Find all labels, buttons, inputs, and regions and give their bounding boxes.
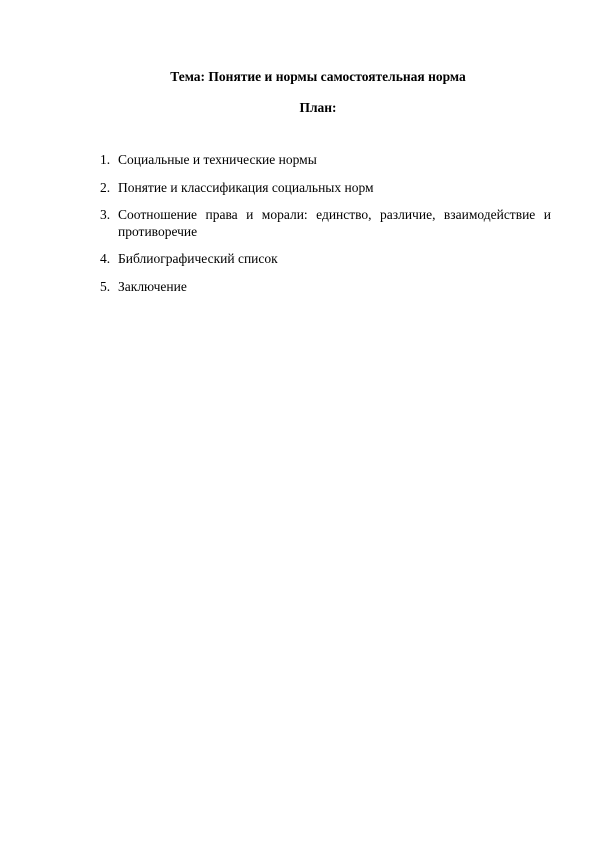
plan-item-number: 5. xyxy=(100,278,111,294)
document-title: Тема: Понятие и нормы самостоятельная норма xyxy=(170,69,466,84)
plan-item-5 xyxy=(100,279,551,296)
plan-item-1 xyxy=(100,152,551,169)
plan-item-text: Библиографический список xyxy=(118,251,278,266)
plan-item-2 xyxy=(100,180,551,197)
plan-item-3 xyxy=(100,207,551,240)
plan-heading: План: xyxy=(299,100,337,115)
plan-item-number: 1. xyxy=(100,152,111,167)
plan-list xyxy=(100,152,551,306)
plan-item-text: Соотношение права и морали: единство, различие, взаимодействие и противоречие xyxy=(118,207,551,239)
plan-item-text: Понятие и классификация социальных норм xyxy=(118,179,374,195)
plan-item-number: 3. xyxy=(100,207,111,222)
plan-item-4 xyxy=(100,251,551,268)
plan-item-number: 4. xyxy=(100,251,111,266)
plan-item-number: 2. xyxy=(100,179,111,195)
plan-item-text: Социальные и технические нормы xyxy=(118,152,317,167)
plan-item-text: Заключение xyxy=(118,278,187,294)
